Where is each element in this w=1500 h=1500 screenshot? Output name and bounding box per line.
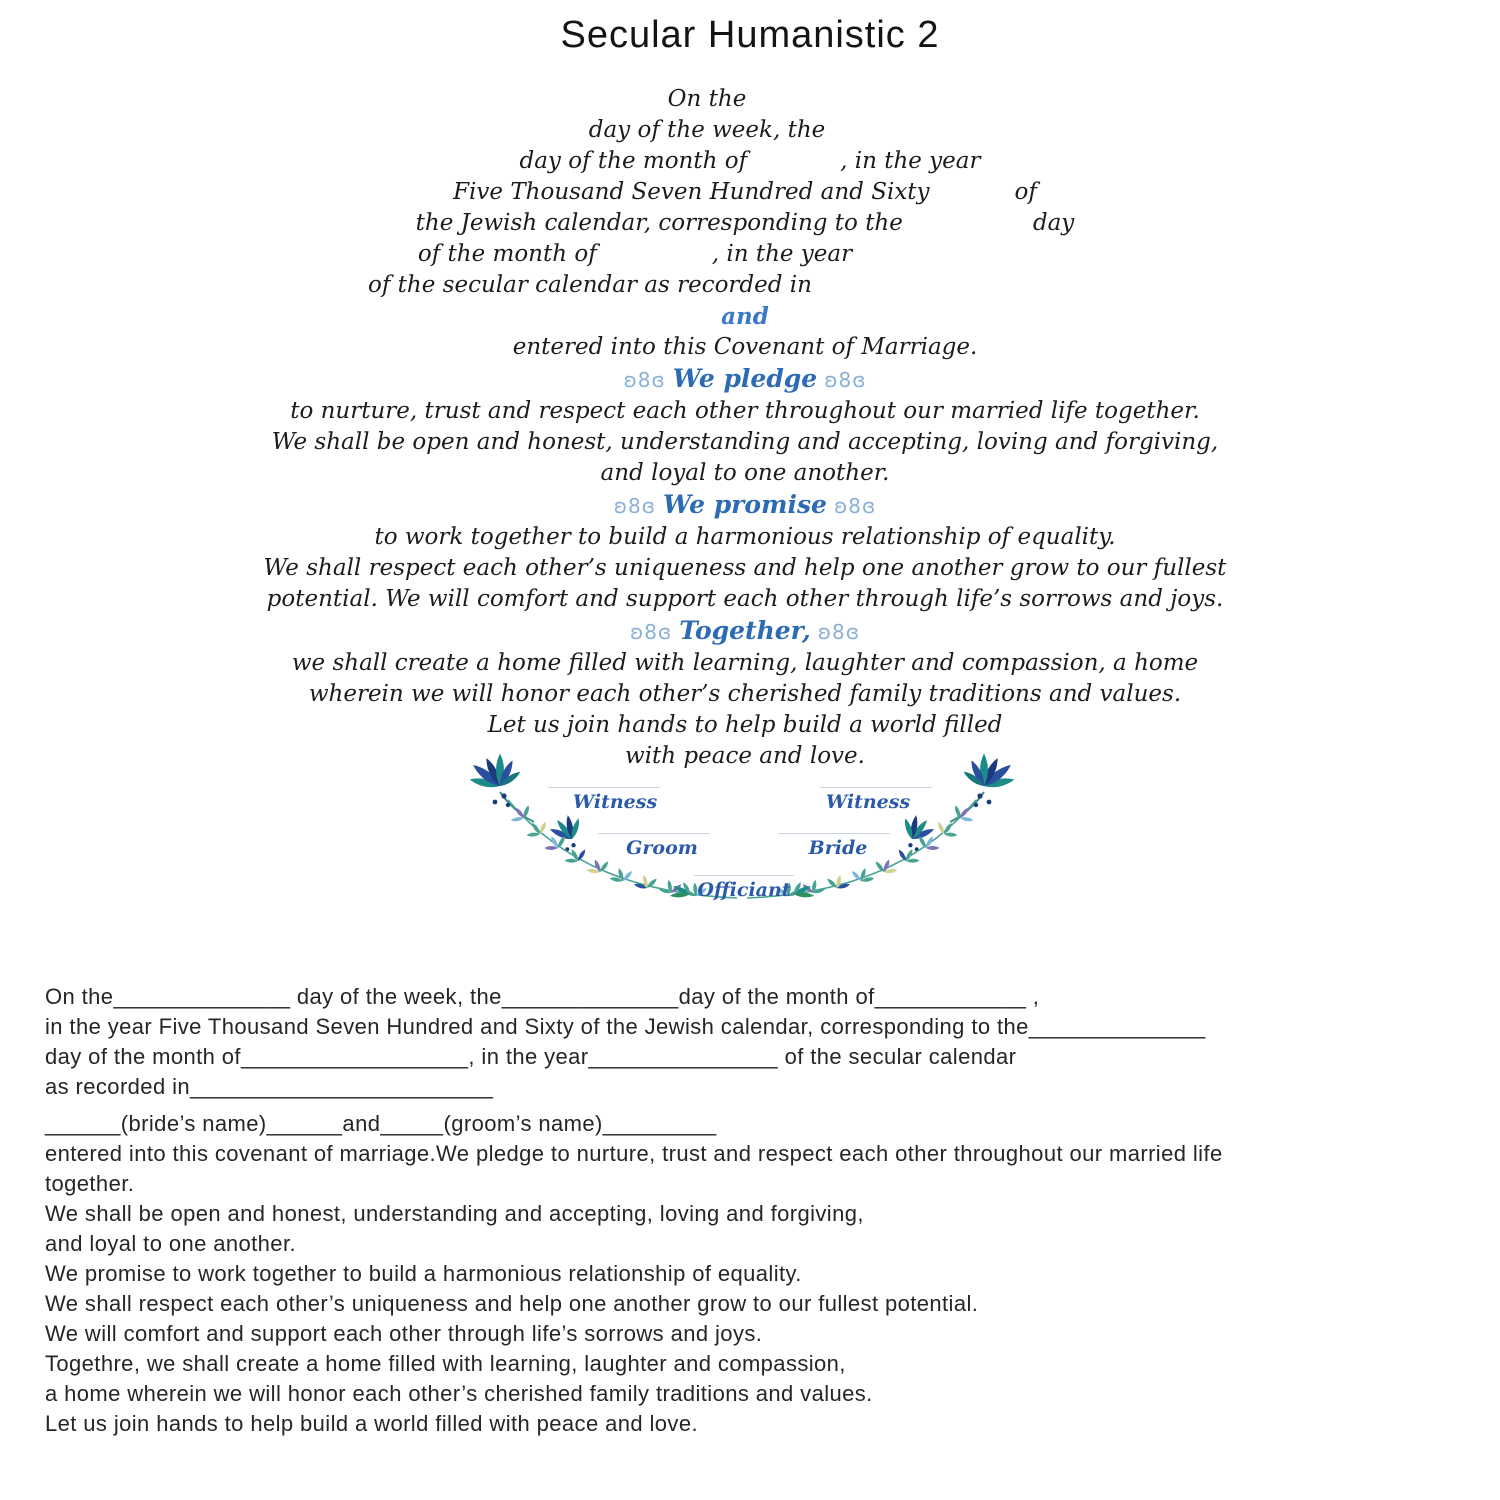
- witness-right-label: Witness: [825, 791, 911, 813]
- script-line: Let us join hands to help build a world filled: [487, 712, 1003, 738]
- signature-line-witness-right: [820, 787, 932, 788]
- scroll-ornament-icon: ʚ8ɞ: [824, 368, 867, 392]
- transcript-line: We shall respect each other’s uniqueness and help one another grow to our fullest potential.: [45, 1291, 979, 1316]
- transcript-line: Togethre, we shall create a home filled with learning, laughter and compassion,: [45, 1351, 846, 1376]
- transcript-line: We promise to work together to build a harmonious relationship of equality.: [45, 1261, 802, 1286]
- script-line: entered into this Covenant of Marriage.: [512, 334, 978, 360]
- script-text: Five Thousand Seven Hundred and Sixty: [453, 179, 930, 205]
- page-title: Secular Humanistic 2: [560, 14, 940, 56]
- script-line: day of the week, the: [588, 117, 826, 143]
- script-line: potential. We will comfort and support each other through life’s sorrows and joys.: [266, 586, 1224, 612]
- scroll-ornament-icon: ʚ8ɞ: [817, 620, 861, 644]
- signature-line-witness-left: [548, 787, 660, 788]
- section-heading-we-pledge: [0, 363, 1490, 396]
- script-line-and: and: [721, 303, 769, 330]
- transcript-line: ______(bride’s name)______and_____(groom’s name)_________: [45, 1111, 717, 1136]
- bride-label: Bride: [808, 837, 868, 859]
- transcript-line: On the______________ day of the week, the______________day of the month of____________ ,: [45, 984, 1040, 1009]
- witness-left-label: Witness: [572, 791, 658, 813]
- script-line: We shall respect each other’s uniqueness and help one another grow to our fullest: [263, 555, 1227, 581]
- officiant-label: Officiant: [697, 879, 791, 901]
- transcript-line: in the year Five Thousand Seven Hundred and Sixty of the Jewish calendar, corresponding to the______________: [45, 1014, 1206, 1039]
- scroll-ornament-icon: ʚ8ɞ: [833, 494, 877, 518]
- ketubah-script-block: [0, 84, 1490, 772]
- script-line: On the: [667, 86, 747, 112]
- transcript-line: Let us join hands to help build a world filled with peace and love.: [45, 1411, 698, 1436]
- section-heading-together: [0, 615, 1490, 648]
- groom-label: Groom: [626, 837, 698, 859]
- script-line: We shall be open and honest, understanding and accepting, loving and forgiving,: [271, 429, 1219, 455]
- script-text: the Jewish calendar, corresponding to the: [415, 210, 903, 236]
- script-line: wherein we will honor each other’s cherished family traditions and values.: [308, 681, 1182, 707]
- transcript-line: a home wherein we will honor each other’s cherished family traditions and values.: [45, 1381, 873, 1406]
- script-line: [0, 239, 1380, 270]
- scroll-ornament-icon: ʚ8ɞ: [629, 620, 673, 644]
- section-heading-we-promise: [0, 489, 1490, 522]
- script-text: day of the month of: [519, 148, 748, 174]
- script-line: with peace and love.: [625, 743, 865, 769]
- script-line: to work together to build a harmonious relationship of equality.: [374, 524, 1116, 550]
- script-text: , in the year: [711, 241, 853, 267]
- transcript-line: and loyal to one another.: [45, 1231, 296, 1256]
- script-text: of the month of: [417, 241, 597, 267]
- transcript-block: [45, 982, 1465, 1439]
- transcript-line: We shall be open and honest, understanding and accepting, loving and forgiving,: [45, 1201, 864, 1226]
- signature-line-officiant: [694, 875, 794, 876]
- signature-line-groom: [598, 833, 710, 834]
- signature-line-bride: [778, 833, 890, 834]
- script-line: [0, 177, 1490, 208]
- script-line: [0, 208, 1490, 239]
- transcript-line: We will comfort and support each other through life’s sorrows and joys.: [45, 1321, 763, 1346]
- script-line: of the secular calendar as recorded in: [368, 272, 812, 298]
- transcript-line: day of the month of__________________, in the year_______________ of the secular calendar: [45, 1044, 1017, 1069]
- heading-text: Together,: [679, 616, 811, 645]
- heading-text: We promise: [663, 490, 827, 519]
- script-line: to nurture, trust and respect each other throughout our married life together.: [290, 398, 1200, 424]
- script-text: day: [1032, 210, 1075, 236]
- transcript-line: together.: [45, 1171, 135, 1196]
- script-text: , in the year: [840, 148, 981, 174]
- script-line: and loyal to one another.: [600, 460, 890, 486]
- scroll-ornament-icon: ʚ8ɞ: [623, 368, 666, 392]
- heading-text: We pledge: [672, 364, 818, 393]
- transcript-line: as recorded in________________________: [45, 1074, 494, 1099]
- script-line: [5, 146, 1495, 177]
- scroll-ornament-icon: ʚ8ɞ: [613, 494, 657, 518]
- transcript-line: entered into this covenant of marriage.We pledge to nurture, trust and respect each other throughout our married life: [45, 1141, 1223, 1166]
- script-text: of: [1014, 179, 1037, 205]
- script-line: we shall create a home filled with learning, laughter and compassion, a home: [291, 650, 1199, 676]
